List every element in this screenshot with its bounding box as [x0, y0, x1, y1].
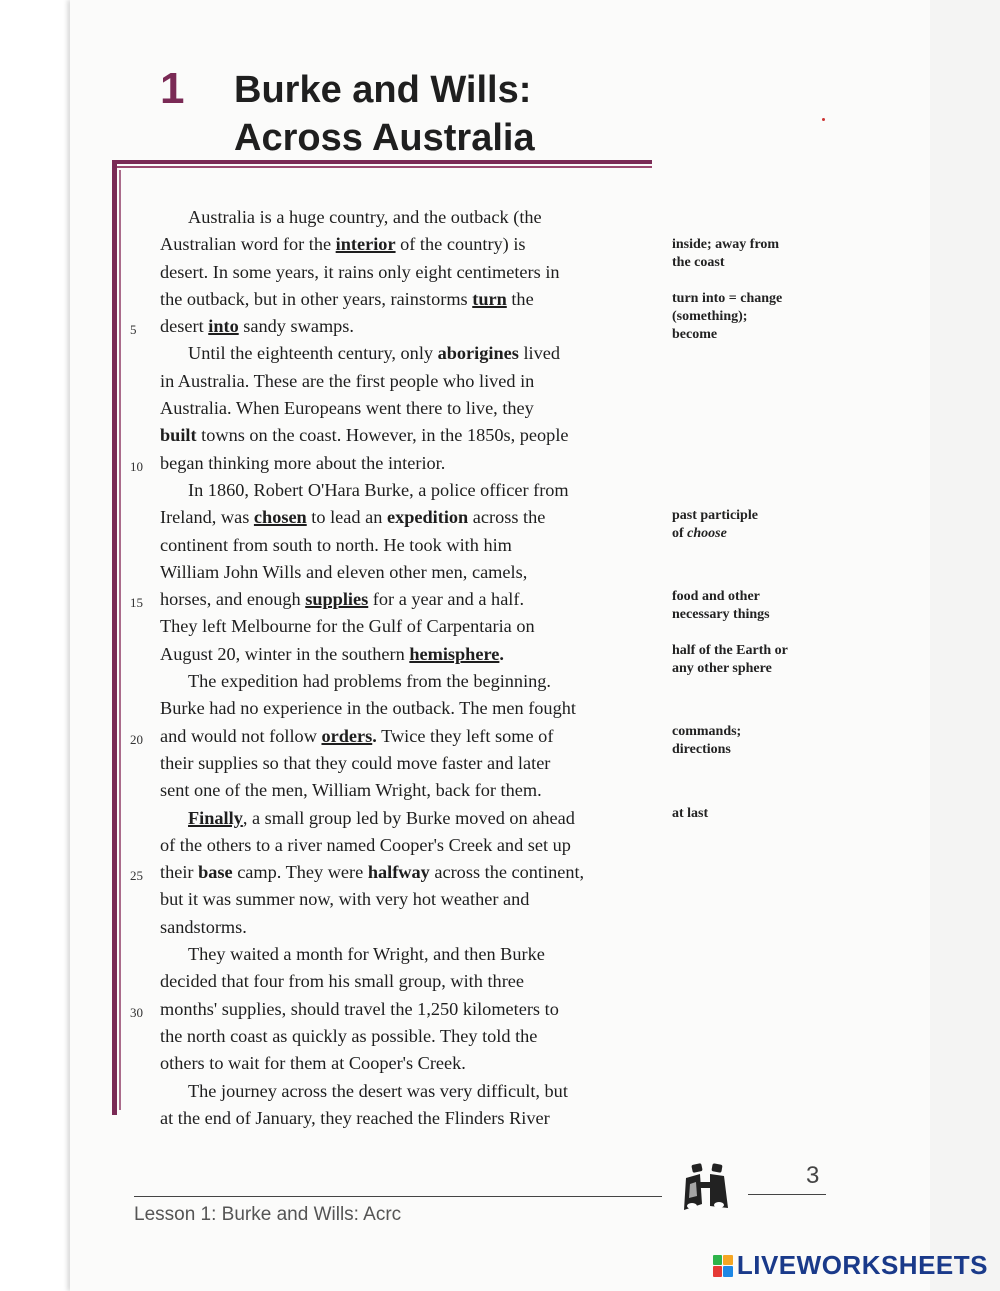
- text-run: Australian word for the: [160, 234, 336, 255]
- title-line-2: Across Australia: [234, 117, 535, 159]
- gloss-line: food and other: [672, 589, 760, 604]
- text-run: months' supplies, should travel the 1,250 kilometers to: [160, 998, 559, 1019]
- passage-line: [160, 750, 660, 777]
- footer-rule: [134, 1196, 662, 1197]
- page-title: [234, 66, 535, 162]
- gloss-line: (something);: [672, 309, 748, 324]
- text-run: in Australia. These are the first people who lived in: [160, 370, 535, 391]
- text-run: the: [506, 288, 534, 309]
- text-run: others to wait for them at Cooper's Creek.: [160, 1053, 466, 1074]
- gloss-line: become: [672, 327, 718, 342]
- gloss-line: necessary things: [672, 607, 770, 622]
- gloss-line: the coast: [672, 255, 725, 270]
- gloss-finally: [672, 805, 822, 823]
- line-number: 30: [130, 1004, 143, 1020]
- text-run: to lead an: [306, 507, 387, 528]
- text-run: , a small group led by Burke moved on ahead: [242, 807, 575, 828]
- text-run: In 1860, Robert O'Hara Burke, a police officer from: [188, 479, 569, 500]
- passage-line: [130, 996, 660, 1023]
- gloss-line: directions: [672, 742, 731, 757]
- passage-line: [160, 259, 660, 286]
- text-run: desert. In some years, it rains only eight centimeters in: [160, 261, 560, 282]
- watermark: [713, 1250, 988, 1281]
- passage-line: [160, 968, 660, 995]
- passage-line: [160, 504, 660, 531]
- line-number: 5: [130, 322, 137, 338]
- passage-line: [160, 668, 660, 695]
- text-run: at the end of January, they reached the Flinders River: [160, 1107, 550, 1128]
- page-number: 3: [806, 1162, 820, 1189]
- vocab-word: Finally: [188, 807, 243, 828]
- passage-line: [160, 532, 660, 559]
- bold-word: expedition: [386, 507, 469, 528]
- vocab-word: interior: [335, 234, 396, 255]
- text-run: their: [160, 862, 199, 883]
- vocab-word: orders: [321, 725, 373, 746]
- watermark-text: LIVEWORKSHEETS: [736, 1250, 988, 1280]
- passage-line: [160, 914, 660, 941]
- text-run: desert: [160, 316, 209, 337]
- passage-line: [130, 313, 660, 340]
- text-run: began thinking more about the interior.: [160, 452, 446, 473]
- passage-line: [160, 1023, 660, 1050]
- frame-rule-top-inner: [112, 166, 652, 168]
- passage-line: [160, 422, 660, 449]
- passage-line: [160, 286, 660, 313]
- gloss-line: inside; away from: [672, 237, 780, 252]
- text-run: camp. They were: [232, 862, 368, 883]
- vocab-word: turn: [472, 288, 507, 309]
- gloss-chosen: [672, 507, 822, 543]
- text-run: continent from south to north. He took with him: [160, 534, 512, 555]
- passage-line: [160, 613, 660, 640]
- text-run: the outback, but in other years, rainstorms: [160, 288, 473, 309]
- passage-line: [160, 1105, 660, 1132]
- text-run: Twice they left some of: [376, 725, 554, 746]
- text-run: sandy swamps.: [238, 316, 354, 337]
- bold-word: built: [160, 425, 197, 446]
- text-run: Australia. When Europeans went there to live, they: [160, 398, 534, 419]
- gloss-interior: [672, 236, 822, 272]
- passage-line: [160, 559, 660, 586]
- liveworksheets-logo-icon: [713, 1255, 733, 1277]
- gloss-line: any other sphere: [672, 661, 772, 676]
- gloss-hemisphere: [672, 642, 822, 678]
- reading-passage: [130, 204, 660, 1132]
- passage-line: [160, 941, 660, 968]
- passage-line: [160, 641, 660, 668]
- line-number: 15: [130, 595, 143, 611]
- footer-rule-right: [748, 1194, 826, 1195]
- text-run: across the: [468, 507, 546, 528]
- bold-word: .: [372, 725, 377, 746]
- text-run: Ireland, was: [160, 507, 254, 528]
- footer-lesson-label: Lesson 1: Burke and Wills: Acrc: [134, 1204, 402, 1225]
- binoculars-icon: [676, 1160, 736, 1216]
- text-run: sandstorms.: [160, 916, 247, 937]
- text-run: Until the eighteenth century, only: [188, 343, 438, 364]
- text-run: the north coast as quickly as possible. They told the: [160, 1025, 538, 1046]
- text-run: their supplies so that they could move faster and later: [160, 752, 551, 773]
- text-run: Australia is a huge country, and the outback (the: [188, 207, 542, 227]
- passage-line: [130, 450, 660, 477]
- text-run: across the continent,: [429, 862, 585, 883]
- vocab-word: into: [208, 316, 239, 337]
- gloss-line: turn into = change: [672, 291, 783, 306]
- text-run: decided that four from his small group, with three: [160, 971, 525, 992]
- title-line-1: Burke and Wills:: [234, 69, 532, 111]
- frame-rule-top: [112, 160, 652, 164]
- text-run: They left Melbourne for the Gulf of Carpentaria on: [160, 616, 535, 637]
- gloss-supplies: [672, 588, 822, 624]
- vocab-word: hemisphere: [409, 643, 500, 664]
- text-run: of the country) is: [395, 234, 526, 255]
- gloss-line: past participle: [672, 508, 758, 523]
- text-run: but it was summer now, with very hot weather and: [160, 889, 530, 910]
- passage-line: [160, 395, 660, 422]
- text-run: horses, and enough: [160, 589, 306, 610]
- passage-line: [160, 477, 660, 504]
- passage-line: [160, 777, 660, 804]
- gloss-orders: [672, 723, 822, 759]
- passage-line: [160, 805, 660, 832]
- passage-line: [160, 832, 660, 859]
- line-number: 10: [130, 458, 143, 474]
- frame-rule-left: [112, 160, 117, 1115]
- text-run: sent one of the men, William Wright, back for them.: [160, 780, 542, 801]
- text-run: of the others to a river named Cooper's Creek and set up: [160, 834, 571, 855]
- passage-line: [160, 231, 660, 258]
- passage-line: [160, 1050, 660, 1077]
- vocab-word: supplies: [305, 589, 369, 610]
- text-run: The journey across the desert was very difficult, but: [188, 1080, 568, 1101]
- text-run: August 20, winter in the southern: [160, 643, 410, 664]
- text-run: William John Wills and eleven other men, camels,: [160, 561, 528, 582]
- passage-line: [130, 859, 660, 886]
- text-run: for a year and a half.: [368, 589, 525, 610]
- vocab-word: chosen: [253, 507, 307, 528]
- text-run: They waited a month for Wright, and then Burke: [188, 944, 545, 965]
- gloss-line: of choose: [672, 526, 727, 541]
- text-run: Burke had no experience in the outback. The men fought: [160, 698, 576, 719]
- gloss-line: commands;: [672, 724, 742, 739]
- text-run: and would not follow: [160, 725, 322, 746]
- gloss-turn-into: [672, 290, 822, 344]
- bold-word: aborigines: [437, 343, 519, 364]
- lesson-number: 1: [160, 64, 185, 113]
- page-edge-shadow: [930, 0, 1000, 1291]
- line-number: 25: [130, 868, 143, 884]
- gloss-line: half of the Earth or: [672, 643, 788, 658]
- bold-word: base: [198, 862, 233, 883]
- passage-line: [160, 886, 660, 913]
- passage-line: [160, 695, 660, 722]
- gloss-line: at last: [672, 806, 709, 821]
- bold-word: .: [499, 643, 504, 664]
- text-run: lived: [518, 343, 560, 364]
- frame-rule-left-inner: [119, 170, 121, 1110]
- text-run: The expedition had problems from the beginning.: [188, 671, 552, 692]
- line-number: 20: [130, 731, 143, 747]
- passage-line: [160, 340, 660, 367]
- passage-line: [160, 368, 660, 395]
- passage-line: [130, 586, 660, 613]
- print-speck: [822, 118, 825, 121]
- passage-line: [130, 723, 660, 750]
- passage-line: [160, 204, 660, 231]
- passage-line: [160, 1078, 660, 1105]
- text-run: towns on the coast. However, in the 1850s, people: [196, 425, 569, 446]
- bold-word: halfway: [367, 862, 430, 883]
